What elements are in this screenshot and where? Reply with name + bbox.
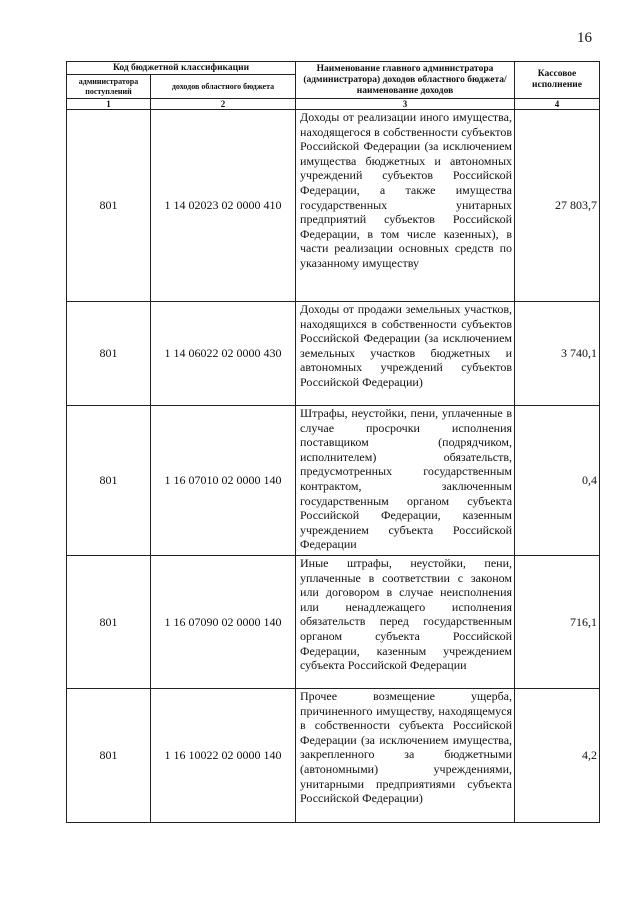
column-number: 4 xyxy=(515,99,600,110)
income-code-cell: 1 16 10022 02 0000 140 xyxy=(151,689,296,823)
admin-code-cell: 801 xyxy=(67,110,151,302)
admin-code-cell: 801 xyxy=(67,302,151,406)
header-classification-code: Код бюджетной классификации xyxy=(67,62,296,75)
column-number: 1 xyxy=(67,99,151,110)
header-name: Наименование главного администратора (администратора) доходов областного бюджета/ наименование доходов xyxy=(296,62,515,99)
amount-cell: 716,1 xyxy=(515,556,600,689)
table-row xyxy=(67,302,600,406)
column-number: 3 xyxy=(296,99,515,110)
income-code-cell: 1 16 07090 02 0000 140 xyxy=(151,556,296,689)
income-code-cell: 1 16 07010 02 0000 140 xyxy=(151,406,296,556)
table-row xyxy=(67,689,600,823)
admin-code-cell: 801 xyxy=(67,689,151,823)
admin-code-cell: 801 xyxy=(67,406,151,556)
amount-cell: 4,2 xyxy=(515,689,600,823)
header-admin-code: администратора поступлений xyxy=(67,75,151,99)
income-name-cell: Штрафы, неустойки, пени, уплаченные в случае просрочки исполнения поставщиком (подрядчиком, исполнителем) обязательств, предусмотренных государственным контрактом, заключенным государственным органом субъекта Российской Федерации, казенным учреждением субъекта Российской Федерации xyxy=(296,406,515,556)
amount-cell: 27 803,7 xyxy=(515,110,600,302)
table-row xyxy=(67,556,600,689)
header-amount: Кассовое исполнение xyxy=(515,62,600,99)
income-code-cell: 1 14 02023 02 0000 410 xyxy=(151,110,296,302)
income-name-cell: Доходы от продажи земельных участков, находящихся в собственности субъектов Российской Федерации (за исключением земельных участков бюджетных и автономных учреждений субъектов Российской Федерации) xyxy=(296,302,515,406)
column-number: 2 xyxy=(151,99,296,110)
amount-cell: 3 740,1 xyxy=(515,302,600,406)
table-row xyxy=(67,110,600,302)
amount-cell: 0,4 xyxy=(515,406,600,556)
income-name-cell: Прочее возмещение ущерба, причиненного имуществу, находящемуся в собственности субъекта Российской Федерации (за исключением имущества, закрепленного за бюджетными (автономными) учреждениями, унитарными предприятиями субъекта Российской Федерации) xyxy=(296,689,515,823)
income-code-cell: 1 14 06022 02 0000 430 xyxy=(151,302,296,406)
header-income-code: доходов областного бюджета xyxy=(151,75,296,99)
page-number: 16 xyxy=(577,30,592,46)
table-row xyxy=(67,406,600,556)
budget-revenue-table xyxy=(66,61,600,823)
income-name-cell: Доходы от реализации иного имущества, находящегося в собственности субъектов Российской Федерации (за исключением имущества бюджетных и автономных учреждений субъектов Российской Федерации, а также имущества государственных унитарных предприятий субъектов Российской Федерации, в том числе казенных), в части реализации основных средств по указанному имуществу xyxy=(296,110,515,302)
admin-code-cell: 801 xyxy=(67,556,151,689)
income-name-cell: Иные штрафы, неустойки, пени, уплаченные в соответствии с законом или договором в случае неисполнения или ненадлежащего исполнения обязательств перед государственным органом субъекта Российской Федерации, казенным учреждением субъекта Российской Федерации xyxy=(296,556,515,689)
